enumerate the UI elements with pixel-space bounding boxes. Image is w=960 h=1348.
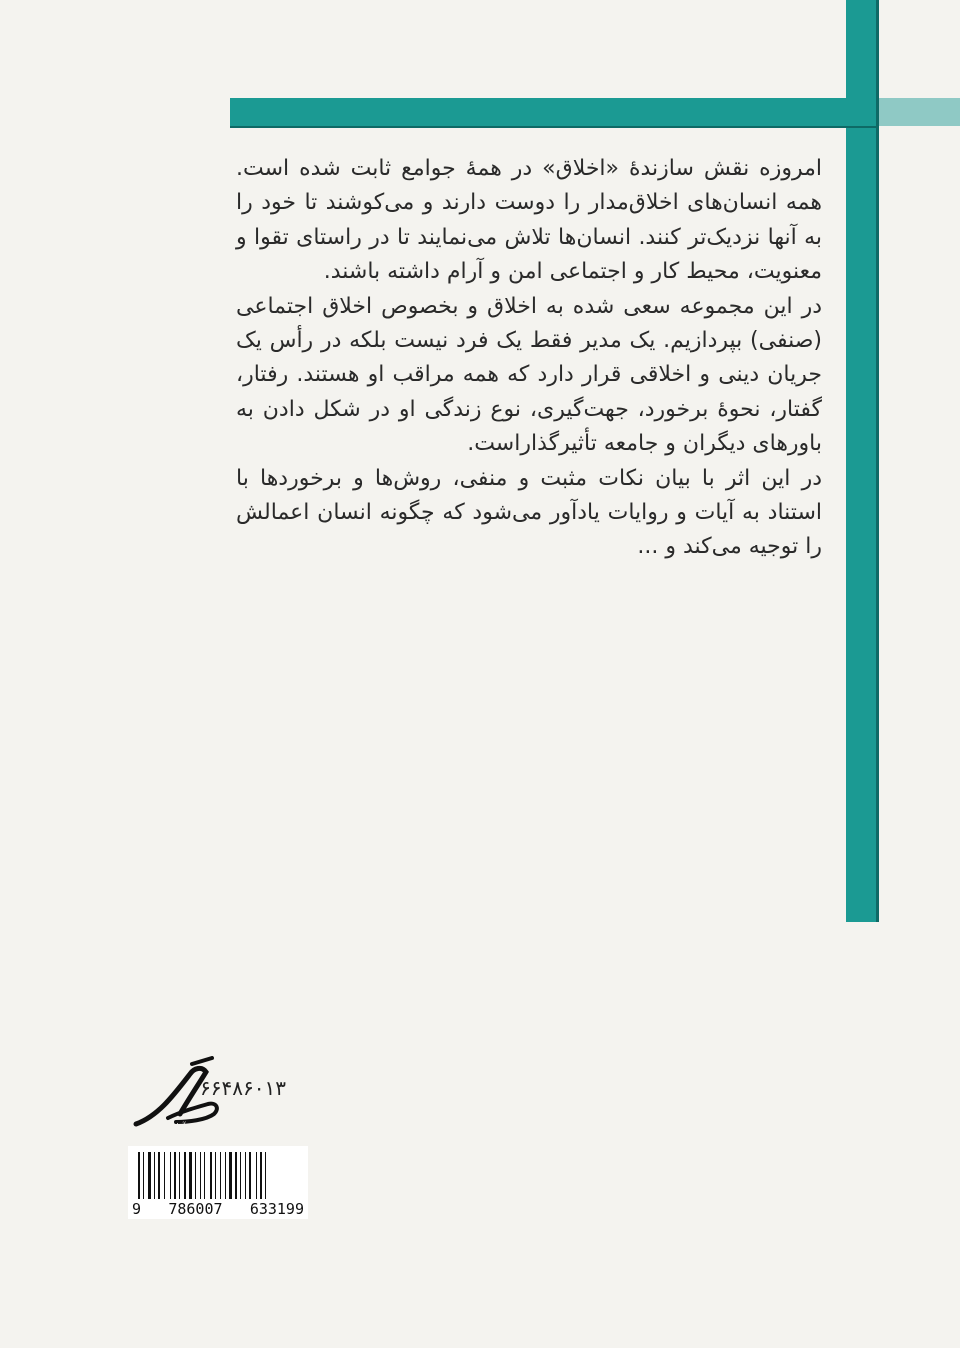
isbn-number (128, 1199, 308, 1219)
isbn-group-1: 786007 (168, 1200, 223, 1218)
blurb-paragraph: در این مجموعه سعی شده به اخلاق و بخصوص اخلاق اجتماعی (صنفی) بپردازیم. یک مدیر فقط یک فرد نیست بلکه در رأس یک جریان دینی و اخلاقی قرار دارد که همه مراقب او هستند. رفتار، گفتار، نحوهٔ برخورد، جهت‌گیری، نوع زندگی او در شکل دادن به باورهای دیگران و جامعه تأثیرگذاراست. (236, 293, 822, 457)
teal-bar-extension (879, 98, 960, 126)
isbn-lead-digit: 9 (132, 1200, 142, 1218)
blurb-paragraph: امروزه نقش سازندهٔ «اخلاق» در همهٔ جوامع ثابت شده است. همه انسان‌های اخلاق‌مدار را دوست دارند و می‌کوشند تا خود را به آنها نزدیک‌تر کنند. انسان‌ها تلاش می‌نمایند تا در راستای تقوا و معنویت، محیط کار و اجتماعی امن و آرام داشته باشند. (236, 156, 822, 285)
publisher-logo-text: آرام (170, 1123, 186, 1132)
cover-blurb (236, 152, 822, 565)
teal-vertical-bar (846, 0, 876, 922)
teal-horizontal-bar (230, 98, 876, 128)
blurb-paragraph: در این اثر با بیان نکات مثبت و منفی، روش‌ها و برخوردها با استناد به آیات و روایات یادآور می‌شود که چگونه انسان اعمالش را توجیه می‌کند و ... (236, 465, 822, 560)
publisher-phone: ۶۶۴۸۶۰۱۳ (200, 1076, 286, 1100)
isbn-group-2: 633199 (249, 1200, 304, 1218)
